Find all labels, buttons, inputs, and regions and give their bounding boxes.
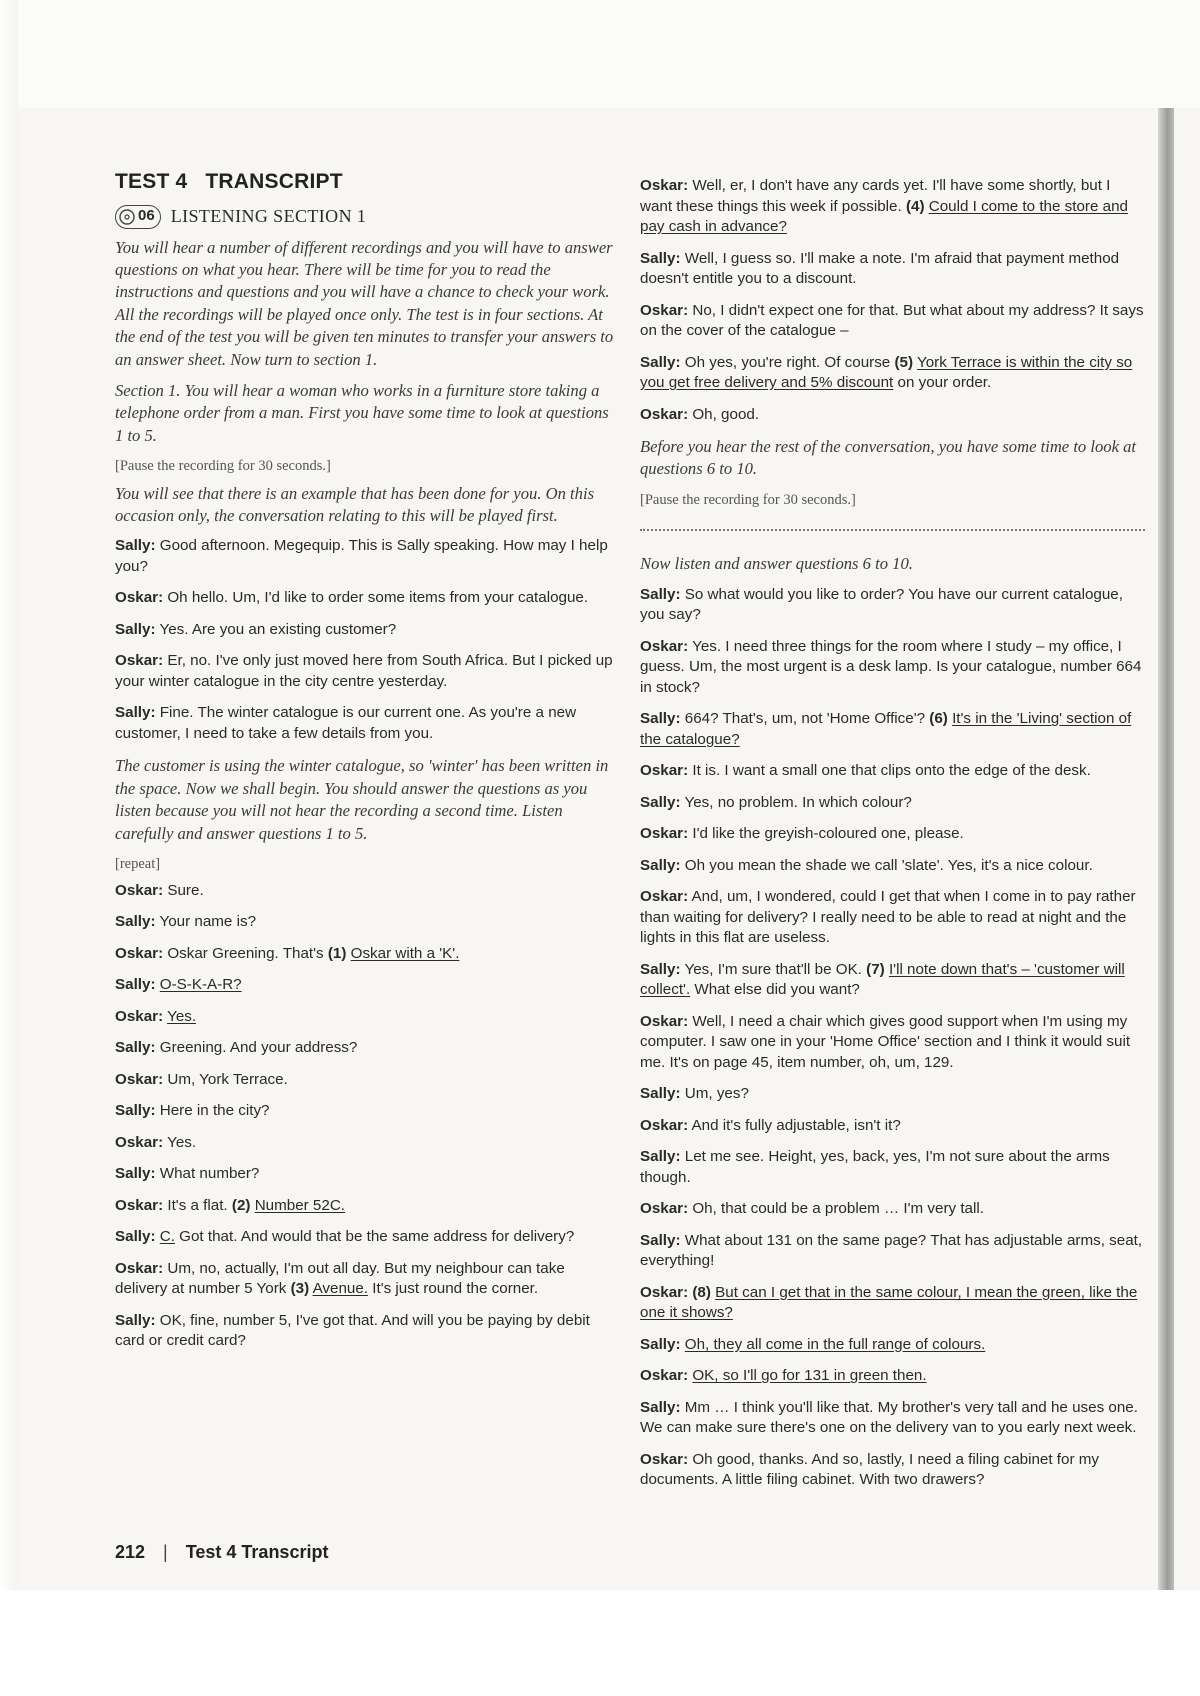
dialogue-line — [640, 1199, 1145, 1220]
utterance: Got that. And would that be the same address for delivery? — [174, 1228, 575, 1246]
page-footer — [115, 1542, 328, 1563]
right-column — [640, 176, 1145, 1502]
utterance: Here in the city? — [159, 1102, 270, 1120]
dialogue-line — [640, 824, 1145, 845]
answer-text: Number 52C. — [254, 1196, 346, 1214]
dialogue-line — [640, 637, 1145, 699]
utterance: Let me see. Height, yes, back, yes, I'm not sure about the arms though. — [640, 1148, 1110, 1186]
dialogue-line — [115, 1164, 615, 1185]
scan-bottom-margin — [0, 1590, 1200, 1696]
speaker: Sally: — [640, 249, 681, 267]
dialogue-line — [640, 176, 1145, 238]
speaker: Sally: — [640, 793, 681, 811]
speaker: Oskar: — [640, 1367, 689, 1385]
dialogue-line — [640, 1116, 1145, 1137]
dialogue-line — [640, 1283, 1145, 1324]
title-label: TRANSCRIPT — [205, 170, 343, 193]
speaker: Oskar: — [640, 1450, 689, 1468]
speaker: Oskar: — [640, 637, 689, 655]
speaker: Oskar: — [115, 589, 164, 607]
utterance: I'd like the greyish-coloured one, please. — [692, 825, 964, 843]
dialogue-line — [640, 1012, 1145, 1074]
speaker: Oskar: — [640, 762, 689, 780]
dialogue-line — [640, 856, 1145, 877]
answer-text: York Terrace is within the city so you get free delivery and 5% discount — [640, 353, 1133, 391]
utterance: Oh good, thanks. And so, lastly, I need a filing cabinet for my documents. A little filing cabinet. With two drawers? — [640, 1450, 1099, 1489]
dialogue-line — [640, 1147, 1145, 1188]
dialogue-line — [115, 1259, 615, 1300]
dialogue-line — [115, 1101, 615, 1122]
speaker: Oskar: — [640, 1116, 689, 1134]
dialogue-line — [115, 1007, 615, 1028]
utterance: Well, I guess so. I'll make a note. I'm afraid that payment method doesn't entitle you to a discount. — [640, 249, 1120, 287]
speaker: Oskar: — [640, 1012, 689, 1030]
utterance: What about 131 on the same page? That has adjustable arms, seat, everything! — [640, 1231, 1143, 1270]
question-number: (4) — [905, 197, 925, 215]
utterance: Oh, that could be a problem … I'm very tall. — [692, 1200, 984, 1218]
dialogue-line — [640, 353, 1145, 394]
question-number: (1) — [327, 944, 347, 962]
dialogue-line — [640, 301, 1145, 342]
speaker: Sally: — [640, 1231, 681, 1249]
speaker: Sally: — [640, 1148, 681, 1166]
utterance: Um, yes? — [684, 1085, 749, 1103]
running-title: Test 4 Transcript — [185, 1542, 329, 1562]
utterance: Yes, no problem. In which colour? — [684, 793, 912, 811]
dialogue-line — [115, 1227, 615, 1248]
utterance: Oh, good. — [692, 405, 760, 423]
example-explanation: The customer is using the winter catalogue, so 'winter' has been written in the space. Now we shall begin. You should answer the questions as you listen because you will not hear the recording a second time. Listen carefully and answer questions 1 to 5. — [115, 756, 609, 843]
title-test: TEST 4 — [115, 170, 188, 193]
speaker: Oskar: — [115, 1070, 164, 1088]
utterance: Yes. I need three things for the room where I study – my office, I guess. Um, the most urgent is a desk lamp. Is your catalogue, number 664 in stock? — [640, 637, 1142, 696]
answer-text: Oskar with a 'K'. — [350, 944, 460, 962]
dialogue-line — [640, 249, 1145, 290]
dialogue-line — [640, 1366, 1145, 1387]
scan-left-edge — [0, 0, 18, 1696]
scan-top-margin — [0, 0, 1200, 108]
utterance: It is. I want a small one that clips onto the edge of the desk. — [692, 762, 1091, 780]
question-number: (3) — [290, 1280, 310, 1298]
dialogue-line — [115, 881, 615, 902]
speaker: Sally: — [115, 1311, 156, 1329]
section-title: LISTENING SECTION 1 — [170, 206, 367, 227]
answer-text: It's in the 'Living' section of the catalogue? — [640, 710, 1132, 748]
speaker: Sally: — [640, 1085, 681, 1103]
utterance: Er, no. I've only just moved here from South Africa. But I picked up your winter catalogue in the city centre yesterday. — [115, 652, 613, 690]
speaker: Sally: — [115, 913, 156, 931]
utterance: 664? That's, um, not 'Home Office'? — [684, 710, 930, 728]
speaker: Oskar: — [115, 652, 164, 670]
speaker: Sally: — [640, 960, 681, 978]
speaker: Sally: — [115, 620, 156, 638]
speaker: Oskar: — [640, 177, 689, 194]
utterance: Oh yes, you're right. Of course — [684, 353, 895, 371]
pause-note: [Pause the recording for 30 seconds.] — [640, 491, 856, 508]
speaker: Oskar: — [115, 944, 164, 962]
dialogue-line — [115, 1038, 615, 1059]
question-number: (5) — [894, 353, 914, 371]
answer-text: Oh, they all come in the full range of colours. — [684, 1335, 986, 1353]
utterance: What else did you want? — [690, 981, 860, 999]
speaker: Oskar: — [640, 825, 689, 843]
track-number: 06 — [138, 207, 155, 225]
answer-text: But can I get that in the same colour, I mean the green, like the one it shows? — [640, 1283, 1138, 1322]
dialogue-line — [115, 1070, 615, 1091]
before-rest-rubric: Before you hear the rest of the conversation, you have some time to look at questions 6 to 10. — [640, 437, 1136, 479]
answer-text: Avenue. — [312, 1280, 369, 1298]
pause-note: [Pause the recording for 30 seconds.] — [115, 458, 331, 475]
speaker: Sally: — [640, 1398, 681, 1416]
speaker: Sally: — [115, 537, 156, 555]
speaker: Oskar: — [115, 1007, 164, 1025]
dialogue-line — [640, 1335, 1145, 1356]
utterance: Yes. — [167, 1133, 197, 1151]
utterance: Your name is? — [159, 913, 257, 931]
example-note: You will see that there is an example that has been done for you. On this occasion only, the conversation relating to this will be played first. — [115, 483, 595, 526]
speaker: Oskar: — [115, 1196, 164, 1214]
dialogue-line — [115, 975, 615, 996]
speaker: Sally: — [115, 976, 156, 994]
dialogue-line — [115, 536, 615, 577]
question-number: (8) — [692, 1283, 711, 1301]
now-listen-rubric: Now listen and answer questions 6 to 10. — [640, 554, 913, 574]
utterance: No, I didn't expect one for that. But what about my address? It says on the cover of the catalogue – — [640, 301, 1144, 339]
dotted-divider — [640, 528, 1145, 531]
left-column — [115, 172, 615, 1363]
speaker: Sally: — [640, 353, 681, 371]
utterance: Um, York Terrace. — [167, 1070, 288, 1088]
answer-text: O-S-K-A-R? — [159, 976, 242, 994]
repeat-note: [repeat] — [115, 856, 161, 873]
speaker: Oskar: — [640, 301, 689, 319]
utterance: OK, fine, number 5, I've got that. And will you be paying by debit card or credit card? — [115, 1311, 590, 1350]
utterance: Oh hello. Um, I'd like to order some items from your catalogue. — [167, 589, 589, 607]
dialogue-line — [640, 793, 1145, 814]
section-heading — [115, 205, 615, 229]
speaker: Oskar: — [640, 405, 689, 423]
dialogue-line — [640, 1084, 1145, 1105]
speaker: Oskar: — [640, 888, 689, 906]
page-number: 212 — [115, 1542, 146, 1562]
utterance: And it's fully adjustable, isn't it? — [691, 1116, 901, 1134]
speaker: Oskar: — [640, 1200, 689, 1218]
dialogue-line — [115, 651, 615, 692]
utterance: Good afternoon. Megequip. This is Sally speaking. How may I help you? — [115, 537, 608, 575]
dialogue-line — [640, 709, 1145, 750]
utterance: Oh you mean the shade we call 'slate'. Yes, it's a nice colour. — [684, 856, 1093, 874]
page-gutter-shadow — [1158, 108, 1174, 1590]
dialogue-line — [640, 761, 1145, 782]
utterance: So what would you like to order? You have our current catalogue, you say? — [640, 585, 1123, 624]
dialogue-line — [115, 1133, 615, 1154]
utterance: on your order. — [893, 374, 992, 391]
utterance: Um, no, actually, I'm out all day. But my neighbour can take delivery at number 5 York — [115, 1259, 565, 1298]
page-title — [115, 172, 615, 193]
question-number: (2) — [231, 1196, 251, 1214]
dialogue-line — [640, 585, 1145, 626]
speaker: Sally: — [115, 1039, 156, 1057]
utterance: Mm … I think you'll like that. My brother's very tall and he uses one. We can make sure there's one on the delivery van to you early next week. — [640, 1398, 1138, 1437]
dialogue-line — [640, 1231, 1145, 1272]
dialogue-line — [115, 1311, 615, 1352]
dialogue-line — [115, 620, 615, 641]
answer-text: Yes. — [167, 1007, 197, 1025]
dialogue-line — [115, 1196, 615, 1217]
answer-text: C. — [159, 1228, 175, 1246]
utterance: It's a flat. — [167, 1196, 232, 1214]
speaker: Sally: — [115, 704, 156, 722]
answer-text: I'll note down that's – 'customer will collect'. — [640, 960, 1125, 999]
question-number: (6) — [929, 710, 948, 728]
dialogue-line — [640, 887, 1145, 949]
dialogue-line — [115, 944, 615, 965]
cd-track-badge — [115, 205, 161, 229]
speaker: Oskar: — [640, 1283, 689, 1301]
dialogue-line — [640, 405, 1145, 426]
dialogue-line — [115, 703, 615, 744]
speaker: Sally: — [115, 1165, 156, 1183]
utterance: And, um, I wondered, could I get that when I come in to pay rather than waiting for delivery? I really need to be able to read at night and the lights in this flat are useless. — [640, 888, 1136, 947]
speaker: Sally: — [640, 856, 681, 874]
utterance: What number? — [159, 1165, 260, 1183]
dialogue-line — [640, 1398, 1145, 1439]
cd-icon — [119, 209, 135, 225]
answer-text: OK, so I'll go for 131 in green then. — [692, 1367, 927, 1385]
dialogue-line — [115, 588, 615, 609]
question-number: (7) — [866, 960, 885, 978]
utterance: Sure. — [167, 881, 204, 899]
speaker: Sally: — [640, 585, 681, 603]
utterance: Oskar Greening. That's — [167, 944, 328, 962]
speaker: Sally: — [640, 710, 681, 728]
footer-separator: | — [163, 1542, 168, 1562]
utterance: Well, er, I don't have any cards yet. I'll have some shortly, but I want these things this week if possible. — [640, 177, 1111, 215]
utterance: Fine. The winter catalogue is our current one. As you're a new customer, I need to take a few details from you. — [115, 704, 577, 742]
answer-text: Could I come to the store and pay cash in advance? — [640, 197, 1128, 235]
dialogue-line — [640, 960, 1145, 1001]
speaker: Oskar: — [115, 1133, 164, 1151]
dialogue-line — [115, 912, 615, 933]
speaker: Oskar: — [115, 1259, 164, 1277]
speaker: Oskar: — [115, 881, 164, 899]
speaker: Sally: — [640, 1335, 681, 1353]
utterance: It's just round the corner. — [368, 1280, 539, 1298]
utterance: Greening. And your address? — [159, 1039, 358, 1057]
speaker: Sally: — [115, 1102, 156, 1120]
section-intro-rubric: Section 1. You will hear a woman who works in a furniture store taking a telephone order from a man. First you have some time to look at questions 1 to 5. — [115, 380, 609, 445]
utterance: Yes, I'm sure that'll be OK. — [684, 960, 867, 978]
utterance: Yes. Are you an existing customer? — [159, 620, 397, 638]
utterance: Well, I need a chair which gives good support when I'm using my computer. I saw one in your 'Home Office' section and I think it would suit me. It's on page 45, item number, oh, um, 129. — [640, 1012, 1131, 1071]
intro-rubric: You will hear a number of different recordings and you will have to answer questions on what you hear. There will be time for you to read the instructions and questions and you will have a chance to check your work. All the recordings will be played once only. The test is in four sections. At the end of the test you will be given ten minutes to transfer your answers to an answer sheet. Now turn to section 1. — [115, 237, 614, 369]
speaker: Sally: — [115, 1228, 156, 1246]
dialogue-line — [640, 1450, 1145, 1491]
